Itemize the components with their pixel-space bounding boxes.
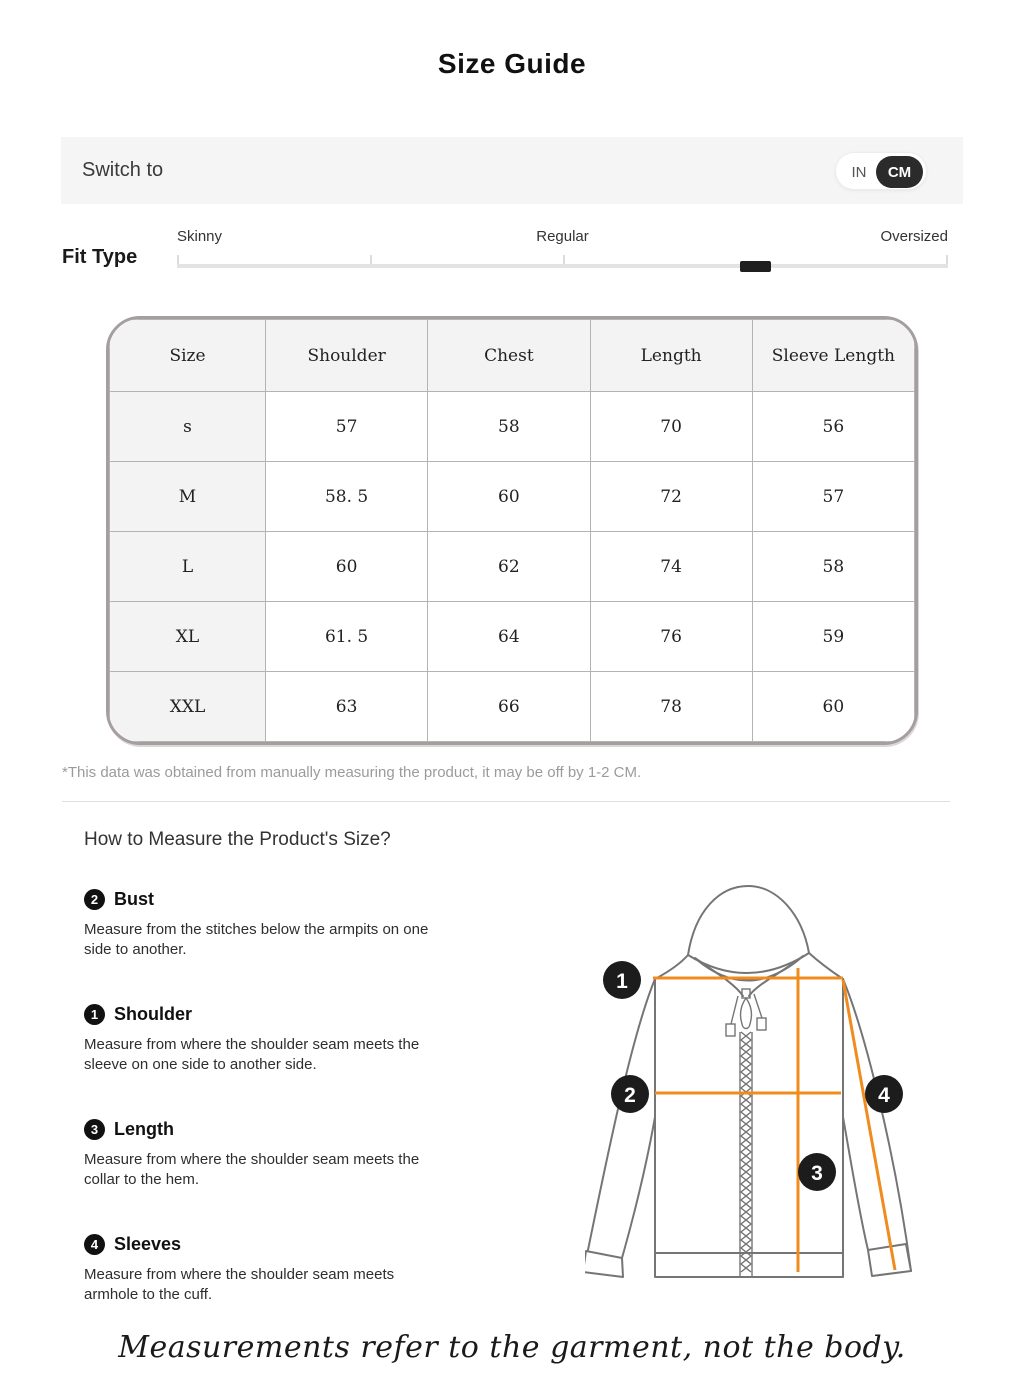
measure-item-number: 4: [84, 1234, 105, 1255]
column-header: Sleeve Length: [752, 320, 914, 392]
unit-switch-bar: [61, 137, 963, 204]
value-cell: 60: [266, 532, 428, 602]
fit-slider-track: [177, 264, 948, 268]
measure-item-title: Shoulder: [114, 1004, 193, 1024]
fit-type-scale: [177, 228, 948, 276]
svg-text:1: 1: [616, 970, 628, 993]
value-cell: 57: [266, 392, 428, 462]
svg-text:2: 2: [624, 1084, 636, 1107]
measure-item: [84, 889, 484, 959]
column-header: Size: [110, 320, 266, 392]
table-row: [110, 532, 915, 602]
value-cell: 74: [590, 532, 752, 602]
column-header: Chest: [428, 320, 590, 392]
unit-option-cm[interactable]: CM: [876, 156, 923, 188]
value-cell: 59: [752, 602, 914, 672]
measure-item-number: 3: [84, 1119, 105, 1140]
size-cell: XL: [110, 602, 266, 672]
hoodie-diagram: [585, 872, 965, 1312]
table-footnote: *This data was obtained from manually measuring the product, it may be off by 1-2 CM.: [62, 764, 642, 781]
column-header: Shoulder: [266, 320, 428, 392]
fit-slider-tick: [946, 255, 948, 264]
value-cell: 63: [266, 672, 428, 742]
unit-toggle[interactable]: [835, 152, 927, 190]
measure-items: [84, 889, 484, 1349]
measure-item-number: 1: [84, 1004, 105, 1025]
size-table-header: [110, 320, 915, 392]
value-cell: 57: [752, 462, 914, 532]
page-title: Size Guide: [437, 48, 587, 79]
size-table: [109, 319, 915, 742]
value-cell: 70: [590, 392, 752, 462]
value-cell: 66: [428, 672, 590, 742]
table-row: [110, 392, 915, 462]
value-cell: 58: [752, 532, 914, 602]
fit-slider-tick: [563, 255, 565, 264]
size-table-body: [110, 392, 915, 742]
value-cell: 72: [590, 462, 752, 532]
measure-item-description: Measure from where the shoulder seam meets the collar to the hem.: [84, 1151, 420, 1188]
value-cell: 56: [752, 392, 914, 462]
value-cell: 58: [428, 392, 590, 462]
size-cell: XXL: [110, 672, 266, 742]
measure-item-number: 2: [84, 889, 105, 910]
measure-item-description: Measure from the stitches below the armpits on one side to another.: [84, 921, 429, 958]
diagram-marker-3: [798, 1153, 836, 1191]
switch-to-label: Switch to: [82, 159, 164, 181]
hoodie-diagram-svg: [585, 872, 965, 1312]
value-cell: 58. 5: [266, 462, 428, 532]
fit-label-skinny: Skinny: [177, 228, 223, 245]
measure-item: [84, 1234, 484, 1304]
fit-slider-tick: [177, 255, 179, 264]
diagram-marker-1: [603, 961, 641, 999]
measure-item: [84, 1119, 484, 1189]
value-cell: 78: [590, 672, 752, 742]
fit-slider-tick: [370, 255, 372, 264]
measure-item-title: Length: [114, 1119, 174, 1139]
section-divider: [62, 801, 950, 802]
table-row: [110, 602, 915, 672]
column-header: Length: [590, 320, 752, 392]
measure-item-description: Measure from where the shoulder seam meets the sleeve on one side to another side.: [84, 1036, 420, 1073]
measure-item-description: Measure from where the shoulder seam meets armhole to the cuff.: [84, 1266, 395, 1303]
measure-item-title: Bust: [114, 889, 154, 909]
measure-line-sleeve: [843, 980, 895, 1270]
table-row: [110, 672, 915, 742]
fit-label-oversized: Oversized: [880, 228, 948, 245]
fit-slider-marker[interactable]: [740, 261, 771, 272]
size-cell: L: [110, 532, 266, 602]
measure-item-title: Sleeves: [114, 1234, 182, 1254]
size-cell: s: [110, 392, 266, 462]
measure-item: [84, 1004, 484, 1074]
svg-text:4: 4: [878, 1084, 890, 1107]
fit-type-label: Fit Type: [62, 246, 138, 268]
value-cell: 64: [428, 602, 590, 672]
diagram-marker-2: [611, 1075, 649, 1113]
size-cell: M: [110, 462, 266, 532]
diagram-marker-4: [865, 1075, 903, 1113]
table-row: [110, 462, 915, 532]
value-cell: 76: [590, 602, 752, 672]
value-cell: 60: [752, 672, 914, 742]
value-cell: 60: [428, 462, 590, 532]
value-cell: 62: [428, 532, 590, 602]
svg-text:3: 3: [811, 1162, 823, 1185]
size-table-container: [106, 316, 918, 745]
fit-label-regular: Regular: [536, 228, 589, 245]
value-cell: 61. 5: [266, 602, 428, 672]
how-to-heading: How to Measure the Product's Size?: [84, 829, 391, 850]
unit-option-in[interactable]: IN: [851, 163, 867, 181]
disclaimer-text: Measurements refer to the garment, not the body.: [118, 1330, 906, 1365]
